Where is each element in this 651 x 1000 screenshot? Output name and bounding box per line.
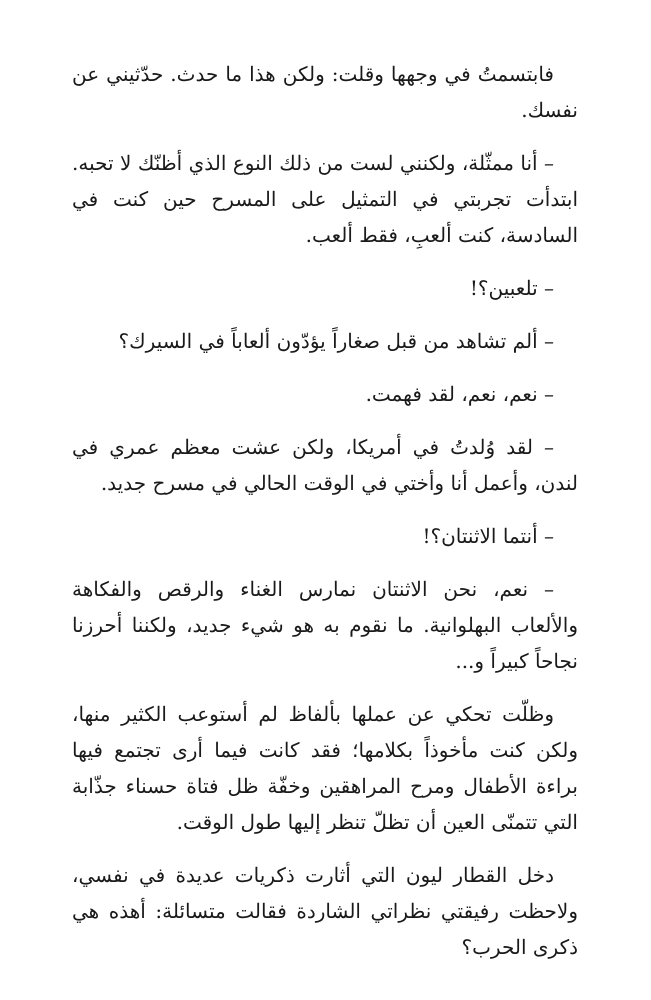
paragraph: – لقد وُلدتُ في أمريكا، ولكن عشت معظم عمري في لندن، وأعمل أنا وأختي في الوقت الحالي في مسرح جديد.	[72, 435, 578, 495]
paragraph: – تلعبين؟!	[469, 276, 554, 300]
paragraph: – نعم، نحن الاثنتان نمارس الغناء والرقص والفكاهة والألعاب البهلوانية. ما نقوم به هو شيء جديد، ولكننا أحرزنا نجاحاً كبيراً و...	[72, 577, 578, 673]
paragraph: – أنا ممثّلة، ولكنني لست من ذلك النوع الذي أظنّك لا تحبه. ابتدأت تجربتي في التمثيل على المسرح حين كنت في السادسة، كنت ألعبِ، فقط ألعب.	[72, 151, 578, 247]
paragraph: – نعم، نعم، لقد فهمت.	[365, 382, 554, 406]
paragraph: – أنتما الاثنتان؟!	[422, 524, 554, 548]
paragraph: – ألم تشاهد من قبل صغاراً يؤدّون ألعاباً في السيرك؟	[118, 329, 554, 353]
body-text	[72, 56, 578, 982]
paragraph: فابتسمتُ في وجهها وقلت: ولكن هذا ما حدث. حدّثيني عن نفسك.	[72, 62, 578, 122]
paragraph: وظلّت تحكي عن عملها بألفاظ لم أستوعب الكثير منها، ولكن كنت مأخوذاً بكلامها؛ فقد كانت فيما أرى تجتمع فيها براءة الأطفال ومرح المراهقين وخفّة ظل فتاة حسناء جذّابة التي تتمنّى العين أن تظلّ تنظر إليها طول الوقت.	[72, 702, 578, 834]
paragraph: دخل القطار ليون التي أثارت ذكريات عديدة في نفسي، ولاحظت رفيقتي نظراتي الشاردة فقالت متسائلة: أهذه هي ذكرى الحرب؟	[72, 863, 578, 959]
